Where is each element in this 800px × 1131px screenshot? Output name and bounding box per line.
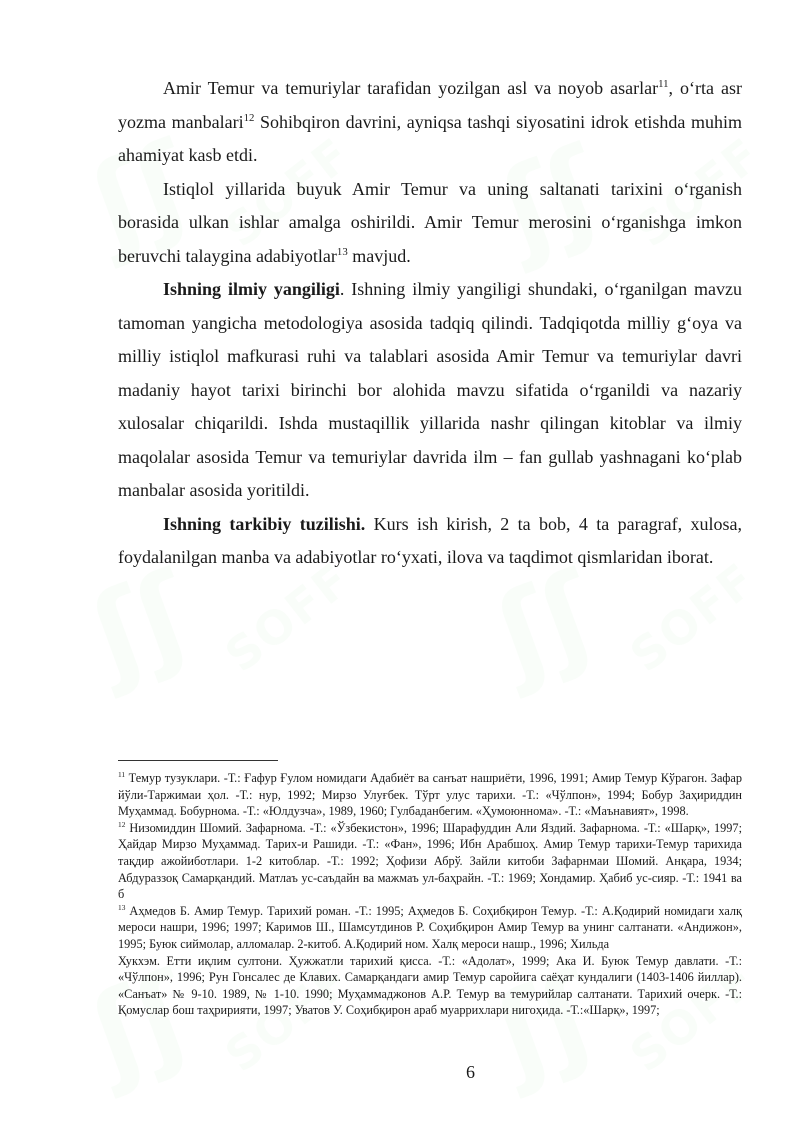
paragraph-text: Istiqlol yillarida buyuk Amir Temur va uning saltanati tarixini oʻrganish borasida ulkan ishlar amalga oshirildi. Amir Temur merosini oʻrganishga imkon beruvchi talaygina adabiyotlar [118,178,742,266]
section-heading-novelty: Ishning ilmiy yangiligi [163,279,340,299]
footnote-text: Низомиддин Шомий. Зафарнома. -Т.: «Ўзбекистон», 1996; Шарафуддин Али Яздий. Зафарнома. -Т.: «Шарқ», 1997; Ҳайдар Мирзо Муҳаммад. Тарих-и Рашиди. -Т.: «Фан», 1996; Ибн Арабшоҳ. Амир Темур тарихи-Темур тарихида тақдир ажойиботлари. 1-2 китоблар. -Т.: 1992; Ҳофизи Абрў. Зайли китоби Зафарнмаи Шомий. Анқара, 1934; Абдураззоқ Самарқандий. Матлаъ ус-саъдайн ва мажмаъ ул-баҳрайн. -Т.: 1969; Хондамир. Ҳабиб ус-сияр. -Т.: 1941 ва б [118,820,742,902]
paragraph-structure [118,508,742,575]
footnote-text: Хукхэм. Етти иқлим султони. Ҳужжатли тарихий қисса. -Т.: «Адолат», 1999; Ака И. Буюк Темур давлати. -Т.: «Чўлпон», 1996; Рун Гонсалес де Клавих. Самарқандаги амир Темур саройига саёҳат кундалиги (1403-1406 йиллар). «Санъат» № 9-10. 1989, № 1-10. 1990; Муҳаммаджонов А.Р. Темур ва темурийлар салтанати. Тарихий очерк. -Т.: Қомуслар бош таҳририяти, 1997; Уватов У. Соҳибқирон араб муаррихлари нигоҳида. -Т.:«Шарқ», 1997; [118,953,742,1018]
footnote-ref-12: 12 [243,111,255,124]
footnotes [118,770,742,1019]
footnote-12 [118,820,742,903]
paragraph-independence [118,173,742,274]
footnote-13 [118,903,742,953]
paragraph-text: mavjud. [347,245,411,266]
paragraph-sources [118,72,742,173]
section-heading-structure: Ishning tarkibiy tuzilishi. [163,513,366,534]
paragraph-text: Sohibqiron davrini, ayniqsa tashqi siyosatini idrok etishda muhim ahamiyat kasb etdi. [118,111,742,165]
footnote-number: 12 [118,819,126,829]
footnote-text: Аҳмедов Б. Амир Темур. Тарихий роман. -Т.: 1995; Аҳмедов Б. Соҳибқирон Темур. -Т.: А.Қодирий номидаги халқ мероси нашри, 1996; 1997; Каримов Ш., Шамсутдинов Р. Соҳибқирон Амир Темур ва унинг салтанати. «Андижон», 1995; Буюк сиймолар, алломалар. 2-китоб. А.Қодирий ном. Халқ мероси нашр., 1996; Хильда [118,903,742,951]
paragraph-novelty [118,273,742,508]
footnote-13-continued [118,953,742,1019]
footnote-number: 11 [118,769,126,779]
footnote-11 [118,770,742,820]
footnote-separator [118,760,278,761]
page-number: 6 [466,1062,475,1082]
paragraph-text: . Ishning ilmiy yangiligi shundaki, oʻrganilgan mavzu tamoman yangicha metodologiya asosida tadqiq qilindi. Tadqiqotda milliy gʻoya va milliy istiqlol mafkurasi ruhi va talablari asosida Amir Temur va temuriylar davri madaniy hayot tarixi birinchi bor alohida mavzu sifatida oʻrganildi va nazariy xulosalar chiqarildi. Ishda mustaqillik yillarida nashr qilingan kitoblar va ilmiy maqolalar asosida Temur va temuriylar davrida ilm – fan gullab yashnagani koʻplab manbalar asosida yoritildi. [118,279,742,500]
footnote-ref-11: 11 [658,78,669,90]
main-text [118,72,742,575]
paragraph-text: , oʻrta asr yozma manbalari [118,78,742,132]
footnote-ref-13: 13 [336,245,348,258]
footnote-number: 13 [118,902,126,912]
paragraph-text: Amir Temur va temuriylar tarafidan yozilgan asl va noyob asarlar [163,78,659,98]
footnote-text: Темур тузуклари. -Т.: Ғафур Ғулом номидаги Адабиёт ва санъат нашриёти, 1996, 1991; Амир Темур Кўрагон. Зафар йўли-Таржимаи ҳол. -Т.: нур, 1992; Мирзо Улуғбек. Тўрт улус тарихи. -Т.: «Чўлпон», 1994; Бобур Заҳириддин Муҳаммад. Бобурнома. -Т.: «Юлдузча», 1989, 1960; Гулбаданбегим. «Ҳумоюннома». -Т.: «Маънавият», 1998. [118,771,742,819]
paragraph-text: Kurs ish kirish, 2 ta bob, 4 ta paragraf, xulosa, foydalanilgan manba va adabiyotlar roʻyxati, ilova va taqdimot qismlaridan iborat. [118,513,742,567]
